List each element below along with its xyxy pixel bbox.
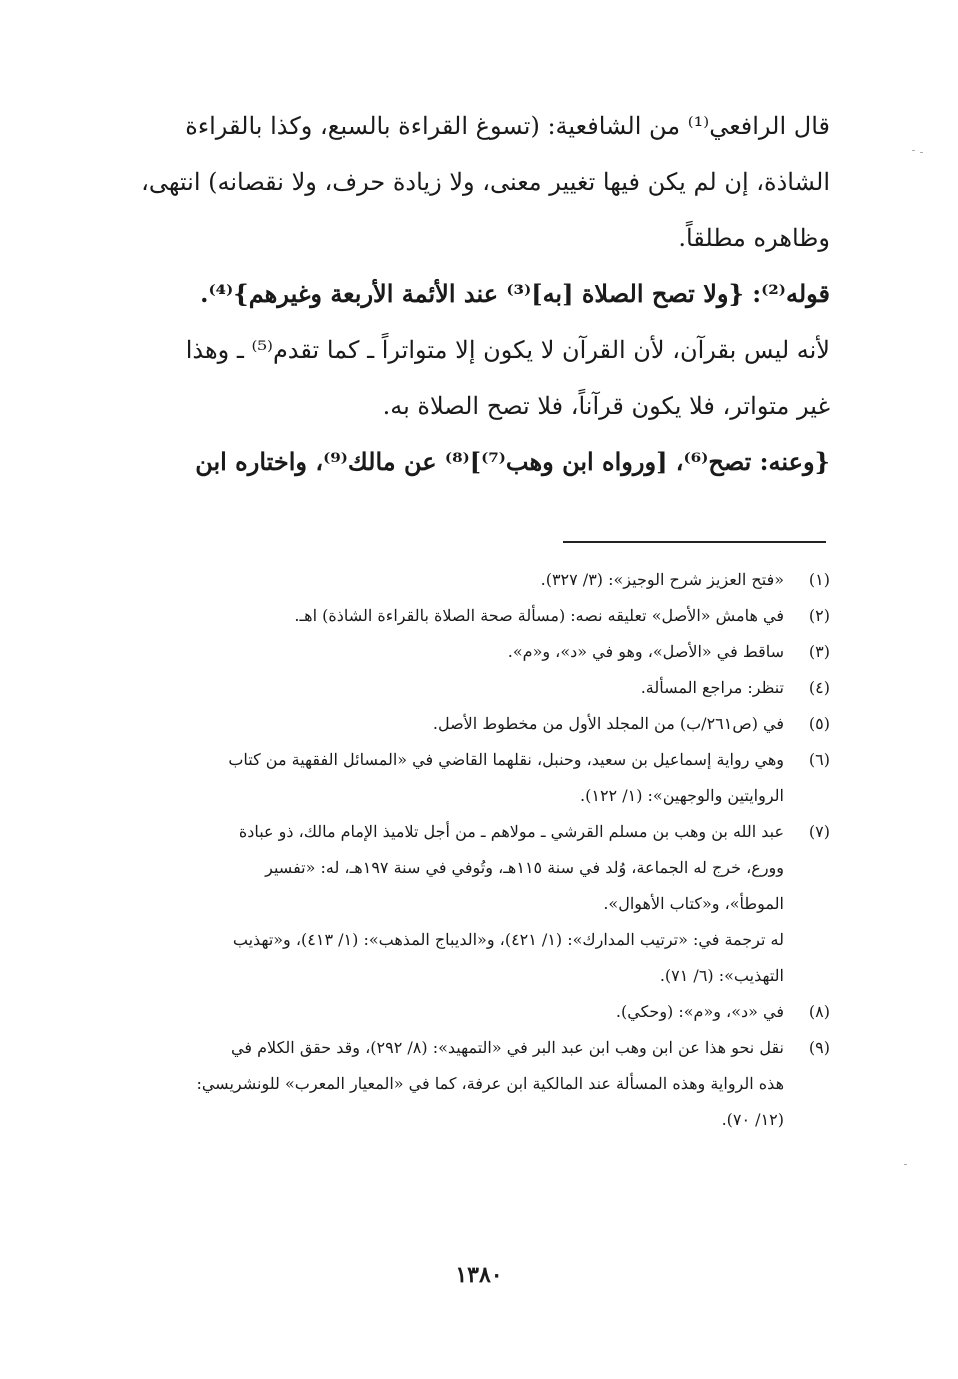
footnote-body [128,742,784,814]
footnote-number: (٧) [808,822,830,841]
footnote-8 [128,994,830,1030]
footnote-separator [563,541,826,543]
footnote-1 [128,562,830,598]
footnote-line: وهي رواية إسماعيل بن سعيد، وحنبل، نقلهما القاضي في «المسائل الفقهية من كتاب [228,750,784,769]
scan-speck [904,1164,907,1165]
footnote-line: في «د»، و«م»: (وحكي). [615,1002,784,1021]
footnote-body [128,562,784,598]
footnote-line: له ترجمة في: «ترتيب المدارك»: (١/ ٤٢١)، و«الديباج المذهب»: (١/ ٤١٣)، و«تهذيب [232,930,784,949]
footnote-5 [128,706,830,742]
footnote-line: نقل نحو هذا عن ابن وهب ابن عبد البر في «التمهيد»: (٨/ ٢٩٢)، وقد حقق الكلام في [231,1038,784,1057]
footnote-body [128,634,784,670]
footnote-number: (٦) [808,750,830,769]
footnote-body [128,1030,784,1138]
footnote-3 [128,634,830,670]
footnote-line: (١٢/ ٧٠). [721,1110,784,1129]
footnote-body [128,598,784,634]
main-line-2: الشاذة، إن لم يكن فيها تغيير معنى، ولا زيادة حرف، ولا نقصانه) انتهى، [141,168,830,196]
footnote-body [128,814,784,994]
footnote-number: (٥) [808,714,830,733]
footnote-number: (٨) [808,1002,830,1021]
footnote-line: هذه الرواية وهذه المسألة عند المالكية ابن عرفة، كما في «المعيار المعرب» للونشريسي: [196,1074,784,1093]
main-line-1: قال الرافعي⁽¹⁾ من الشافعية: (تسوغ القراءة بالسبع، وكذا بالقراءة [185,112,830,140]
footnote-6 [128,742,830,814]
footnote-line: تنظر: مراجع المسألة. [640,678,784,697]
footnote-body [128,706,784,742]
footnote-4 [128,670,830,706]
footnotes [128,562,830,1138]
footnote-line: التهذيب»: (٦/ ٧١). [659,966,784,985]
footnote-2 [128,598,830,634]
footnote-line: «فتح العزيز شرح الوجيز»: (٣/ ٣٢٧). [540,570,784,589]
scan-speck [920,152,923,153]
main-line-7: {وعنه: تصح⁽⁶⁾، [ورواه ابن وهب⁽⁷⁾]⁽⁸⁾ عن مالك⁽⁹⁾، واختاره ابن [195,447,830,476]
main-line-5: لأنه ليس بقرآن، لأن القرآن لا يكون إلا متواتراً ـ كما تقدم⁽⁵⁾ ـ وهذا [185,336,830,364]
footnote-body [128,670,784,706]
footnote-line: الروايتين والوجهين»: (١/ ١٢٢). [580,786,784,805]
main-line-3: وظاهره مطلقاً. [678,224,830,252]
main-line-4: قوله⁽²⁾: {ولا تصح الصلاة [به]⁽³⁾ عند الأئمة الأربعة وغيرهم}⁽⁴⁾. [200,279,830,308]
footnote-number: (٩) [808,1038,830,1057]
footnote-7 [128,814,830,994]
footnote-line: ساقط في «الأصل»، وهو في «د»، و«م». [507,642,784,661]
main-text [128,98,830,490]
main-line-6: غير متواتر، فلا يكون قرآناً، فلا تصح الصلاة به. [382,392,830,420]
footnote-number: (٢) [808,606,830,625]
footnote-line: الموطأ»، و«كتاب الأهوال». [603,894,784,913]
scan-speck [912,150,915,151]
footnote-number: (١) [808,570,830,589]
footnote-line: في (ص٢٦١/ب) من المجلد الأول من مخطوط الأصل. [432,714,784,733]
page-number: ١٣٨٠ [455,1262,503,1288]
footnote-number: (٤) [808,678,830,697]
footnote-line: وورع، خرج له الجماعة، وُلد في سنة ١١٥هـ، وتُوفي في سنة ١٩٧هـ، له: «تفسير [265,858,784,877]
footnote-body [128,994,784,1030]
footnote-9 [128,1030,830,1138]
footnote-number: (٣) [808,642,830,661]
footnote-line: عبد الله بن وهب بن مسلم القرشي ـ مولاهم ـ من أجل تلاميذ الإمام مالك، ذو عبادة [238,822,784,841]
footnote-line: في هامش «الأصل» تعليقه نصه: (مسألة صحة الصلاة بالقراءة الشاذة) اهـ. [294,606,784,625]
